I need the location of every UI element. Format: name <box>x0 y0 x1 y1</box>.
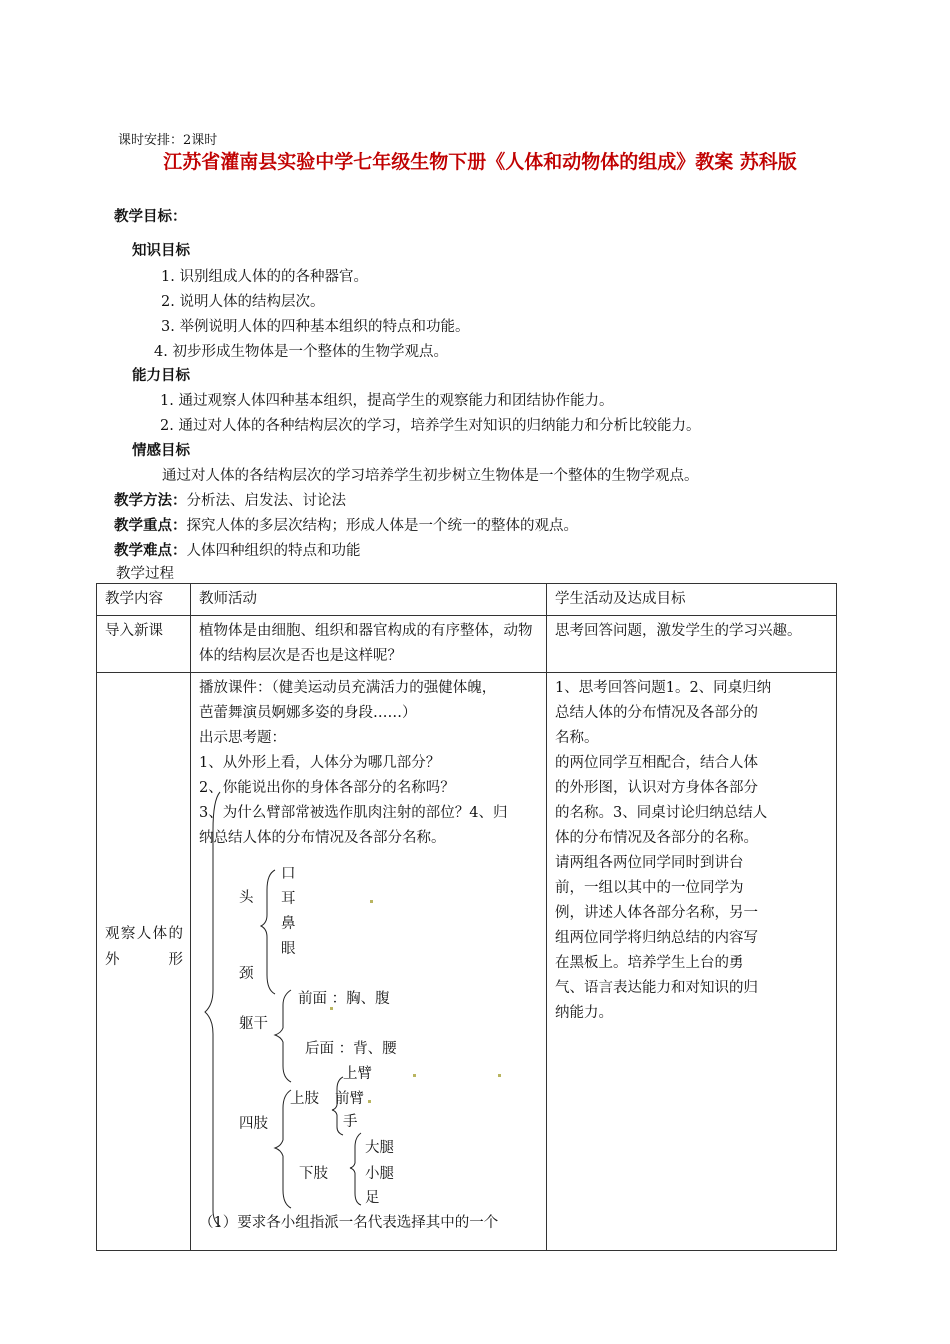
knowledge-item-2: 2. 说明人体的结构层次。 <box>161 294 325 310</box>
diagram-neck: 颈 <box>239 966 254 982</box>
diagram-head-mouth: 口 <box>281 866 296 882</box>
header-student: 学生活动及达成目标 <box>547 584 837 616</box>
speck <box>498 1074 501 1077</box>
diagram-limbs: 四肢 <box>239 1116 268 1132</box>
table-header-row <box>97 584 837 616</box>
header-teacher: 教师活动 <box>191 584 547 616</box>
difficulty-label: 教学难点： <box>114 543 187 559</box>
difficulty-line <box>114 539 361 560</box>
diagram-head-eye: 眼 <box>281 941 296 957</box>
method-text: 分析法、启发法、讨论法 <box>186 493 346 509</box>
diagram-foot: 足 <box>365 1190 380 1206</box>
observe-content: 观察人体的外形 <box>97 673 191 1251</box>
diagram-head-ear: 耳 <box>281 891 296 907</box>
knowledge-item-1: 1. 识别组成人体的的各种器官。 <box>161 269 368 285</box>
ability-item-1: 1. 通过观察人体四种基本组织，提高学生的观察能力和团结协作能力。 <box>160 393 614 409</box>
intro-content: 导入新课 <box>97 616 191 673</box>
diagram-lower-limb: 下肢 <box>299 1166 328 1182</box>
key-line <box>114 514 578 535</box>
key-label: 教学重点： <box>114 518 187 534</box>
difficulty-text: 人体四种组织的特点和功能 <box>186 543 361 559</box>
diagram-thigh: 大腿 <box>365 1140 394 1156</box>
diagram-trunk-front: 前面 ：胸、腹 <box>298 991 390 1007</box>
diagram-head: 头 <box>239 890 254 906</box>
document-title: 江苏省灌南县实验中学七年级生物下册《人体和动物体的组成》教案 苏科版 <box>163 151 797 173</box>
ability-item-2: 2. 通过对人体的各种结构层次的学习，培养学生对知识的归纳能力和分析比较能力。 <box>160 418 701 434</box>
intro-student: 思考回答问题，激发学生的学习兴趣。 <box>547 616 837 673</box>
diagram-trunk: 躯干 <box>239 1016 268 1032</box>
emotion-heading: 情感目标 <box>132 443 190 459</box>
header-content: 教学内容 <box>97 584 191 616</box>
observe-teacher: 播放课件：（健美运动员充满活力的强健体魄， 芭蕾舞演员婀娜多姿的身段……） 出示思考题： 1、从外形上看，人体分为哪几部分？ 2、你能说出你的身体各部分的名称吗？ 3、为什么臂部常被选作肌肉注射的部位？4、归 纳总结人体的分布情况及各部分名称。 （1）要求各小组指派一名代表选择其中的一个 <box>191 673 547 1251</box>
method-line <box>114 489 346 510</box>
table-row-intro <box>97 616 837 673</box>
knowledge-item-4: 4. 初步形成生物体是一个整体的生物学观点。 <box>154 344 448 360</box>
speck <box>330 1007 333 1010</box>
diagram-upper-arm: 上臂 <box>343 1066 372 1082</box>
speck <box>413 1074 416 1077</box>
speck <box>370 900 373 903</box>
diagram-upper-limb: 上肢 <box>290 1091 319 1107</box>
key-text: 探究人体的多层次结构；形成人体是一个统一的整体的观点。 <box>186 518 578 534</box>
knowledge-heading: 知识目标 <box>132 243 190 259</box>
diagram-head-nose: 鼻 <box>281 916 296 932</box>
emotion-text: 通过对人体的各结构层次的学习培养学生初步树立生物体是一个整体的生物学观点。 <box>162 468 699 484</box>
process-label: 教学过程 <box>116 566 174 582</box>
diagram-trunk-back: 后面 ：背、腰 <box>305 1041 397 1057</box>
diagram-brackets <box>195 790 315 1230</box>
schedule-text: 课时安排：2课时 <box>118 133 218 148</box>
objectives-heading: 教学目标： <box>114 209 187 225</box>
diagram-forearm: 前臂 <box>335 1091 364 1107</box>
diagram-shank: 小腿 <box>365 1166 394 1182</box>
ability-heading: 能力目标 <box>132 368 190 384</box>
teacher-last-line: （1）要求各小组指派一名代表选择其中的一个 <box>199 1215 499 1231</box>
intro-teacher: 植物体是由细胞、组织和器官构成的有序整体，动物体的结构层次是否也是这样呢？ <box>191 616 547 673</box>
method-label: 教学方法： <box>114 493 187 509</box>
observe-student: 1、思考回答问题1。2、同桌归纳 总结人体的分布情况及各部分的 名称。 的两位同学互相配合，结合人体 的外形图，认识对方身体各部分 的名称。3、同桌讨论归纳总结人 体的分布情况及各部分的名称。 请两组各两位同学同时到讲台 前，一组以其中的一位同学为 例，讲述人体各部分名称，另一 组两位同学将归纳总结的内容写 在黑板上。培养学生上台的勇 气、语言表达能力和对知识的归 纳能力。 <box>547 673 837 1251</box>
diagram-hand: 手 <box>343 1114 358 1130</box>
speck <box>368 1100 371 1103</box>
knowledge-item-3: 3. 举例说明人体的四种基本组织的特点和功能。 <box>161 319 470 335</box>
